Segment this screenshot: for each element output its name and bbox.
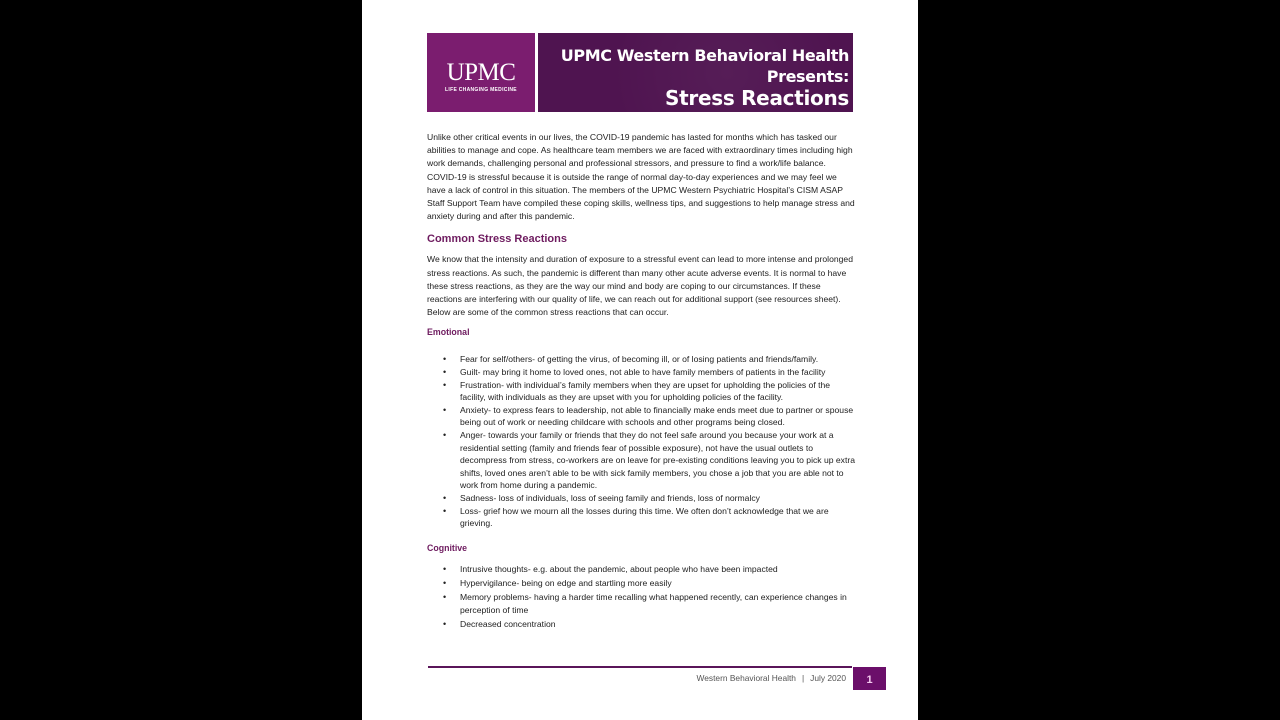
list-item: • Intrusive thoughts- e.g. about the pandemic, about people who have been impacted — [427, 563, 857, 576]
cognitive-heading: Cognitive — [427, 542, 468, 553]
footer-org: Western Behavioral Health — [696, 673, 796, 683]
list-item: • Frustration- with individual’s family members when they are upset for upholding the policies of the facility, with individuals as they are upset with you for upholding policies of the facility. — [427, 379, 857, 404]
list-item: • Decreased concentration — [427, 618, 857, 631]
title-org: UPMC Western Behavioral Health — [560, 46, 849, 65]
title-presents: Presents: — [766, 67, 849, 86]
page-title: Stress Reactions — [665, 86, 849, 110]
list-item: • Hypervigilance- being on edge and startling more easily — [427, 577, 857, 590]
page-number: 1 — [853, 667, 886, 690]
logo-wordmark: UPMC — [446, 59, 516, 86]
list-item: • Anger- towards your family or friends that they do not feel safe around you because your work at a residential setting (family and friends fear of possible exposure), not have the usual outlets to decompress from stress, co-workers are on leave for pre-existing conditions leaving you to pick up extra shifts, loved ones aren’t able to be with sick family members, you chose a job that you are able not to work from home during a pandemic. — [427, 429, 857, 492]
list-item: • Memory problems- having a harder time recalling what happened recently, can experience changes in perception of time — [427, 591, 857, 616]
list-item: • Fear for self/others- of getting the virus, of becoming ill, or of losing patients and friends/family. — [427, 353, 857, 366]
cognitive-list — [427, 563, 857, 630]
document-body — [427, 131, 857, 632]
list-item: • Guilt- may bring it home to loved ones, not able to have family members of patients in the facility — [427, 366, 857, 379]
section-heading: Common Stress Reactions — [427, 233, 567, 246]
section-paragraph: We know that the intensity and duration of exposure to a stressful event can lead to more intense and prolonged stress reactions. As such, the pandemic is different than many other acute adverse events. It is normal to have these stress reactions, as they are the way our mind and body are coping to our circumstances. If these reactions are interfering with our quality of life, we can reach out for additional support (see resources sheet). Below are some of the common stress reactions that can occur. — [427, 254, 853, 318]
list-item: • Anxiety- to express fears to leadership, not able to financially make ends meet due to partner or spouse being out of work or needing childcare with schools and other programs being closed. — [427, 404, 857, 429]
document-page — [362, 0, 918, 720]
list-item: • Sadness- loss of individuals, loss of seeing family and friends, loss of normalcy — [427, 492, 857, 505]
title-banner — [538, 33, 853, 112]
footer — [562, 673, 846, 683]
footer-separator: | — [801, 673, 805, 683]
emotional-heading: Emotional — [427, 327, 470, 338]
upmc-logo — [427, 33, 535, 112]
emotional-list — [427, 353, 857, 529]
list-item: • Loss- grief how we mourn all the losses during this time. We often don’t acknowledge that we are grieving. — [427, 505, 857, 530]
footer-divider — [428, 666, 852, 668]
intro-paragraph: Unlike other critical events in our lives, the COVID-19 pandemic has lasted for months which has tasked our abilities to manage and cope. As healthcare team members we are faced with extraordinary times including high work demands, challenging personal and professional stressors, and pressure to find a work/life balance. COVID-19 is stressful because it is outside the range of normal day-to-day experiences and we may feel we have a lack of control in this situation. The members of the UPMC Western Psychiatric Hospital’s CISM ASAP Staff Support Team have compiled these coping skills, wellness tips, and suggestions to help manage stress and anxiety during and after this pandemic. — [427, 132, 855, 222]
logo-tagline: LIFE CHANGING MEDICINE — [445, 87, 517, 93]
footer-date: July 2020 — [810, 673, 846, 683]
